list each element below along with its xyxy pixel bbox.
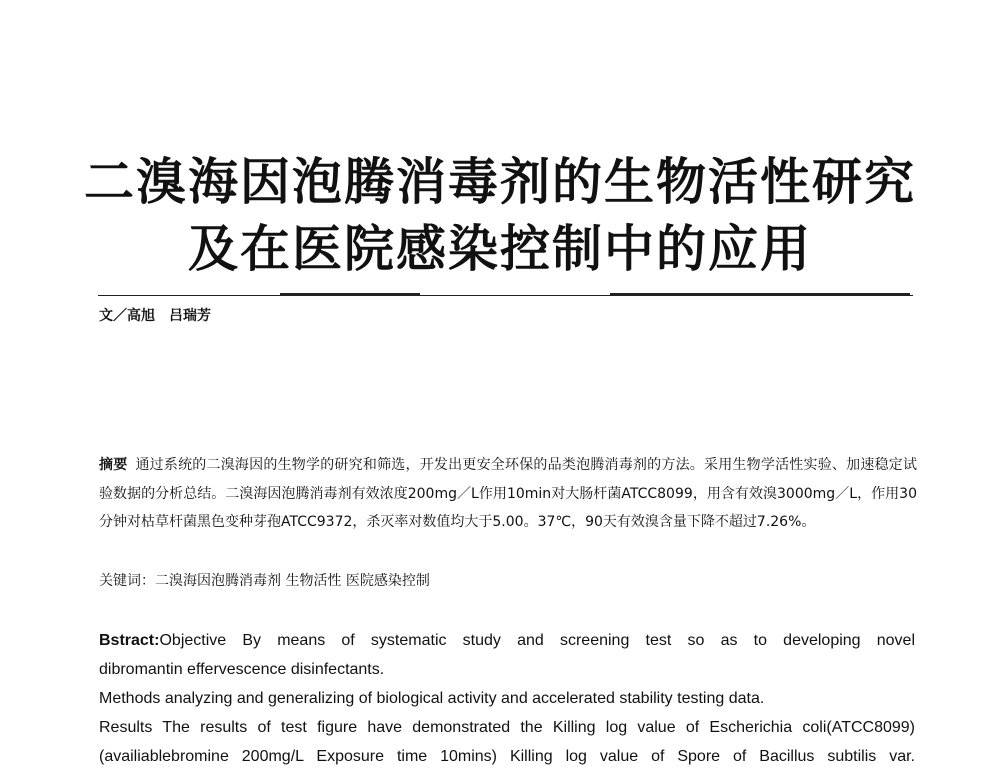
objective-text: Objective By means of systematic study and screening test so as to developing novel [159,632,915,649]
methods-line: Methods analyzing and generalizing of biological activity and accelerated stability testing data. [99,690,765,707]
paper-title-line-1: 二溴海因泡腾消毒剂的生物活性研究 [84,152,916,211]
english-abstract-line-2: dibromantin effervescence disinfectants. [99,661,385,678]
paper-title-line-2: 及在医院感染控制中的应用 [188,219,812,278]
english-abstract [99,626,915,771]
keywords-line: 关键词：二溴海因泡腾消毒剂 生物活性 医院感染控制 [99,573,430,589]
results-line-2: (availiablebromine 200mg/L Exposure time 10mins) Killing log value of Spore of Bacillus subtilis var. [99,748,915,765]
results-line: Results The results of test figure have demonstrated the Killing log value of Escherichia coli(ATCC8099) [99,719,915,736]
english-abstract-line-1 [99,626,915,655]
chinese-abstract [99,451,917,537]
abstract-label: 摘要 [99,457,128,473]
abstract-text: 通过系统的二溴海因的生物学的研究和筛选，开发出更安全环保的品类泡腾消毒剂的方法。采用生物学活性实验、加速稳定试验数据的分析总结。二溴海因泡腾消毒剂有效浓度200mg／L作用10min对大肠杆菌ATCC8099，用含有效溴3000mg／L，作用30分钟对枯草杆菌黑色变种芽孢ATCC9372，杀灭率对数值均大于5.00。37℃，90天有效溴含量下降不超过7.26%。 [99,457,918,530]
title-divider [98,295,913,296]
author-line: 文／高旭 吕瑞芳 [99,308,211,324]
divider-accent-left [280,293,420,295]
english-abstract-label: Bstract: [99,632,160,649]
divider-accent-right [610,293,910,295]
